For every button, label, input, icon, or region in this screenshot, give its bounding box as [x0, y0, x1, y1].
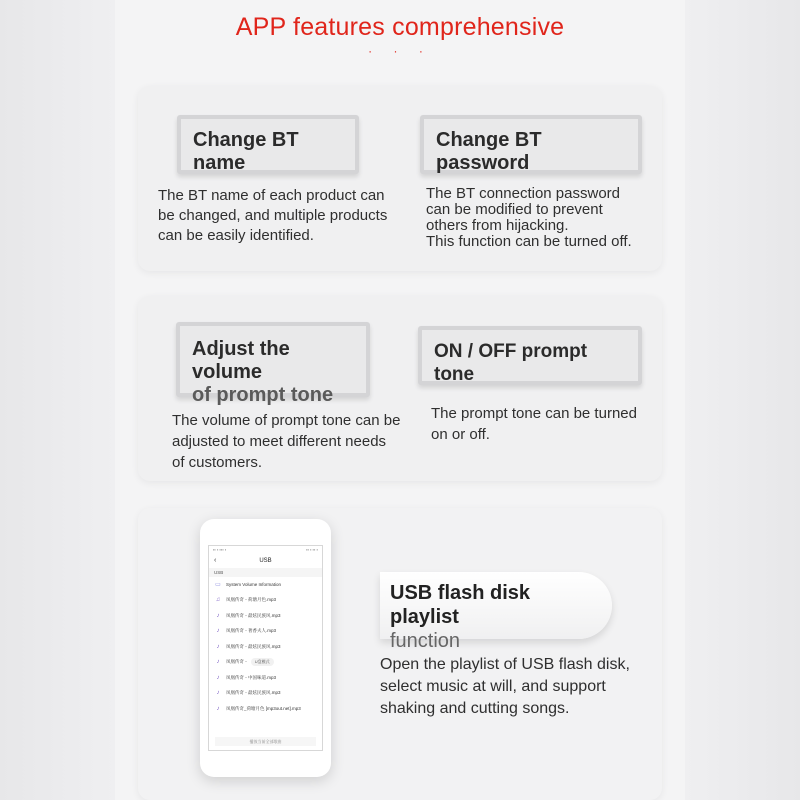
feature-desc-change-bt-password	[426, 186, 656, 250]
background-left-panel	[0, 0, 115, 800]
nav-title: USB	[259, 558, 272, 564]
file-name: 凤凰传奇 - 荷塘月色.mp3	[226, 597, 277, 603]
music-note-icon: ♪	[216, 705, 220, 712]
page-title: APP features comprehensive	[235, 13, 565, 41]
feature-desc-prompt-tone-toggle: The prompt tone can be turned on or off.	[431, 405, 637, 443]
file-name: 凤凰传奇_荷塘月色 [mp3out.net].mp3	[226, 705, 301, 711]
list-item[interactable]	[209, 593, 322, 609]
title-dots: · · ·	[368, 44, 432, 58]
file-name: System Volume Information	[226, 582, 282, 588]
back-arrow-icon[interactable]: ‹	[214, 557, 217, 564]
feature-title-change-bt-name: Change BT name	[177, 115, 359, 174]
feature-title-prompt-tone-toggle: ON / OFF prompt tone	[418, 326, 642, 385]
status-bar	[209, 546, 322, 554]
breadcrumb[interactable]: USB	[209, 568, 322, 577]
list-item[interactable]	[209, 577, 322, 593]
list-item[interactable]	[209, 608, 322, 624]
title-line-1: USB flash disk playlist	[390, 582, 531, 628]
music-note-icon: ♪	[216, 659, 220, 666]
desc-line: can be modified to prevent	[426, 201, 603, 218]
feature-desc-usb-playlist: Open the playlist of USB flash disk, select music at will, and support shaking and cutting songs.	[380, 656, 630, 717]
list-item[interactable]	[209, 624, 322, 640]
music-note-icon: ♪	[216, 612, 220, 619]
feature-title-adjust-volume	[176, 322, 370, 406]
desc-line: others from hijacking.	[426, 217, 569, 234]
file-name: 凤凰传奇 - 最炫民族风.mp3	[226, 612, 281, 618]
desc-line: The BT connection password	[426, 185, 620, 202]
file-name: 凤凰传奇 - 中国味道.mp3	[226, 674, 277, 680]
list-item[interactable]	[209, 701, 322, 717]
list-item[interactable]	[209, 686, 322, 702]
status-icons-left: ▪▪ ▪ ▪▪▪ ▪	[213, 547, 227, 552]
feature-title-change-bt-password: Change BT password	[420, 115, 642, 174]
usb-mode-toast: U盘模式	[251, 658, 274, 666]
file-name: 凤凰传奇 -	[226, 659, 247, 665]
music-note-icon: ♪	[216, 643, 220, 650]
file-name: 凤凰传奇 - 奢香夫人.mp3	[226, 628, 277, 634]
nav-bar	[209, 554, 322, 568]
file-name: 凤凰传奇 - 最炫民族风.mp3	[226, 643, 281, 649]
title-line-2: function	[390, 630, 461, 652]
desc-line: This function can be turned off.	[426, 233, 632, 250]
file-list	[209, 577, 322, 717]
list-item[interactable]	[209, 655, 322, 671]
folder-icon: ▭	[215, 582, 221, 589]
phone-mockup	[200, 519, 331, 777]
feature-desc-adjust-volume: The volume of prompt tone can be adjusted to meet different needs of customers.	[172, 412, 401, 471]
file-name: 凤凰传奇 - 最炫民族风.mp3	[226, 690, 281, 696]
play-all-button[interactable]: 播放当前全部歌曲	[215, 737, 316, 746]
music-note-icon: ♪	[216, 628, 220, 635]
feature-desc-change-bt-name: The BT name of each product can be changed, and multiple products can be easily identified.	[158, 187, 388, 244]
music-note-icon: ♫	[215, 597, 221, 604]
feature-title-usb-playlist	[380, 572, 612, 652]
status-icons-right: ▪▪ ▪ ▪▪ ▪	[306, 547, 318, 552]
music-note-icon: ♪	[216, 674, 220, 681]
list-item[interactable]	[209, 639, 322, 655]
title-line-1: Adjust the volume	[192, 338, 290, 383]
music-note-icon: ♪	[216, 690, 220, 697]
title-line-2: of prompt tone	[192, 384, 334, 406]
background-right-panel	[685, 0, 800, 800]
phone-screen	[208, 545, 323, 751]
list-item[interactable]	[209, 670, 322, 686]
